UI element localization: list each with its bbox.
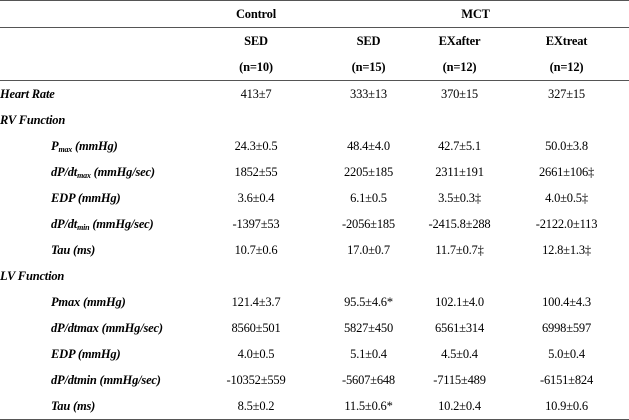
table-header	[0, 1, 629, 81]
table-cell: 10.7±0.6	[234, 242, 278, 257]
row-label-lv-tau: Tau (ms)	[0, 393, 190, 420]
n-extreat: (n=12)	[504, 54, 629, 81]
table-cell: 95.5±4.6*	[344, 294, 393, 309]
table-cell: 333±13	[350, 86, 387, 101]
table-cell: 121.4±3.7	[231, 294, 281, 309]
row-label-lv-edp: EDP (mmHg)	[51, 346, 121, 361]
table-cell: 24.3±0.5	[234, 138, 278, 153]
row-label-rv-dpdtmax: $dP/dt_{max}$ (mmHg/sec)	[51, 164, 155, 180]
table-cell: -6151±824	[540, 372, 593, 387]
row-label-rv-edp: EDP (mmHg)	[51, 190, 121, 205]
table-cell: 2311±191	[435, 164, 484, 179]
table-row-rv-dpdtmax	[0, 159, 629, 185]
group-header-mct	[322, 1, 629, 28]
corner-cell	[0, 1, 190, 28]
n-exafter: (n=12)	[415, 54, 504, 81]
table-cell: 12.8±1.3‡	[542, 242, 591, 257]
table-cell: -1397±53	[232, 216, 280, 231]
group-header-row	[0, 1, 629, 28]
table-row-lv-dpdtmax	[0, 315, 629, 341]
table-row-lv-dpdtmin	[0, 367, 629, 393]
table-row-rv-pmax	[0, 133, 629, 159]
column-header-extreat: EXtreat	[504, 28, 629, 55]
table-cell: 2205±185	[343, 164, 393, 179]
table-cell: 11.5±0.6*	[322, 393, 415, 420]
table-cell: 4.0±0.5‡	[545, 190, 588, 205]
table-cell: 48.4±4.0	[347, 138, 390, 153]
table-cell: 1852±55	[234, 164, 278, 179]
table-cell: 10.9±0.6	[504, 393, 629, 420]
table-cell: 413±7	[240, 86, 272, 101]
table-cell: 327±15	[548, 86, 585, 101]
group-header-mct-label: MCT	[461, 6, 490, 21]
table-cell: 10.2±0.4	[415, 393, 504, 420]
table-cell: 8.5±0.2	[190, 393, 322, 420]
row-label-rv-pmax: $P_{max}$ (mmHg)	[51, 138, 118, 154]
group-header-control: Control	[190, 1, 322, 28]
table-cell: 50.0±3.8	[545, 138, 588, 153]
table-cell: 17.0±0.7	[347, 242, 390, 257]
section-title-rv: RV Function	[0, 112, 66, 127]
table-cell: 6.1±0.5	[350, 190, 387, 205]
sample-size-row	[0, 54, 629, 81]
table-cell: 2661±106‡	[538, 164, 595, 179]
table-cell: 4.0±0.5	[237, 346, 275, 361]
row-label-lv-dpdtmax: dP/dtmax (mmHg/sec)	[51, 320, 163, 335]
table-row-rv-dpdtmin	[0, 211, 629, 237]
table-cell: 5.0±0.4	[548, 346, 585, 361]
row-label-rv-dpdtmin: $dP/dt_{min}$ (mmHg/sec)	[51, 216, 154, 232]
table-cell: 11.7±0.7‡	[435, 242, 484, 257]
table-cell: 6998±597	[542, 320, 592, 335]
table-cell: 5.1±0.4	[350, 346, 387, 361]
row-label-lv-dpdtmin: dP/dtmin (mmHg/sec)	[51, 372, 161, 387]
row-label-rv-tau: Tau (ms)	[51, 242, 96, 257]
table-cell: 102.1±4.0	[435, 294, 484, 309]
table-cell: 5827±450	[343, 320, 393, 335]
table-body	[0, 81, 629, 420]
column-header-row	[0, 28, 629, 55]
table-cell: -2056±185	[342, 216, 395, 231]
table-row-heart-rate	[0, 81, 629, 108]
row-label-heart-rate: Heart Rate	[0, 86, 55, 101]
n-control-sed: (n=10)	[190, 54, 322, 81]
corner-cell-2	[0, 28, 190, 55]
column-header-mct-sed: SED	[322, 28, 415, 55]
table-cell: -2122.0±113	[535, 216, 598, 231]
n-mct-sed: (n=15)	[322, 54, 415, 81]
row-label-lv-pmax: Pmax (mmHg)	[51, 294, 126, 309]
table-cell: 42.7±5.1	[438, 138, 481, 153]
table-cell: -7115±489	[433, 372, 486, 387]
section-title-lv: LV Function	[0, 268, 65, 283]
table-row-lv-edp	[0, 341, 629, 367]
table-cell: 3.6±0.4	[237, 190, 275, 205]
table-cell: 3.5±0.3‡	[438, 190, 481, 205]
table-cell: -2415.8±288	[428, 216, 491, 231]
section-row-lv	[0, 263, 629, 289]
table-row-rv-edp	[0, 185, 629, 211]
table-row-rv-tau	[0, 237, 629, 263]
table-cell: 100.4±4.3	[542, 294, 591, 309]
column-header-control-sed: SED	[190, 28, 322, 55]
corner-cell-3	[0, 54, 190, 81]
table-cell: -5607±648	[342, 372, 395, 387]
column-header-exafter: EXafter	[415, 28, 504, 55]
table-cell: 4.5±0.4	[441, 346, 478, 361]
table-cell: 370±15	[441, 86, 478, 101]
table-row-lv-pmax	[0, 289, 629, 315]
table-row-lv-tau	[0, 393, 629, 420]
table-cell: 6561±314	[434, 320, 484, 335]
section-row-rv	[0, 107, 629, 133]
table-cell: 8560±501	[231, 320, 281, 335]
table-cell: -10352±559	[226, 372, 286, 387]
